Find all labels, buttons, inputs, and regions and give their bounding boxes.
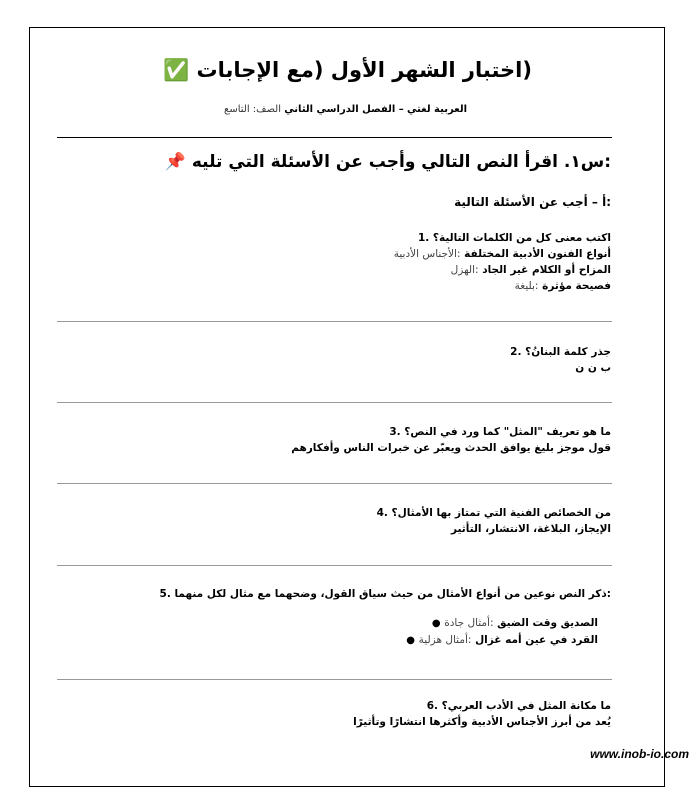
- answer-term: فصيحة مؤثرة: [542, 280, 611, 292]
- divider: [57, 402, 612, 403]
- section-a-heading: :أ – أجب عن الأسئلة التالية: [454, 195, 611, 209]
- answer-term: المزاح أو الكلام غير الجاد: [482, 264, 611, 276]
- answer-meaning: :الهزل: [450, 264, 479, 276]
- grade-label: الصف: التاسع: [224, 104, 281, 115]
- bullet-icon: ●: [406, 635, 415, 646]
- answer-6: يُعد من أبرز الأجناس الأدبية وأكثرها انتشارًا وتأثيرًا: [353, 716, 611, 728]
- answer-type: :أمثال جادة: [444, 617, 494, 629]
- question-3: ما هو تعريف "المثل" كما ورد في النص؟ .3: [389, 426, 611, 438]
- question-4: من الخصائص الفنية التي تمتاز بها الأمثال؟ .4: [376, 507, 611, 519]
- answer-3: قول موجز بليغ يوافق الحدث ويعبّر عن خبرات الناس وأفكارهم: [291, 442, 611, 454]
- answer-5-line-1: [422, 617, 598, 629]
- site-watermark: www.inob-io.com: [590, 747, 689, 761]
- divider: [57, 565, 612, 566]
- answer-term: أنواع الفنون الأدبية المختلفة: [464, 248, 611, 260]
- page-border: [29, 27, 665, 787]
- question-1: اكتب معنى كل من الكلمات التالية؟ .1: [417, 232, 611, 244]
- answer-1-line-3: [515, 280, 611, 292]
- answer-type: :أمثال هزلية: [418, 634, 472, 646]
- divider: [57, 483, 612, 484]
- term-label: – الفصل الدراسي الثاني: [284, 104, 404, 115]
- divider: [57, 137, 612, 138]
- subtitle-line: [224, 104, 467, 115]
- divider: [57, 679, 612, 680]
- answer-5-line-2: [396, 634, 598, 646]
- question-2: جذر كلمة البنانُ؟ .2: [510, 346, 611, 358]
- page-title: (اختبار الشهر الأول (مع الإجابات ✅: [163, 58, 532, 82]
- answer-2: ب ن ن: [575, 362, 611, 374]
- divider: [57, 321, 612, 322]
- answer-meaning: :الأجناس الأدبية: [393, 248, 461, 260]
- answer-1-line-2: [451, 264, 611, 276]
- question-5: :ذكر النص نوعين من أنواع الأمثال من حيث سياق القول، وضحهما مع مثال لكل منهما .5: [159, 588, 611, 600]
- answer-1-line-1: [394, 248, 611, 260]
- answer-4: الإيجاز، البلاغة، الانتشار، التأثير: [450, 523, 611, 535]
- answer-example: القرد في عين أمه غزال: [475, 634, 598, 646]
- bullet-icon: ●: [431, 618, 441, 629]
- main-question: :س١. اقرأ النص التالي وأجب عن الأسئلة التي تليه 📌: [164, 152, 611, 172]
- question-6: ما مكانة المثل في الأدب العربي؟ .6: [426, 700, 611, 712]
- answer-meaning: :بليغة: [514, 280, 539, 292]
- answer-example: الصديق وقت الضيق: [497, 617, 598, 629]
- subject-label: العربية لغتي: [406, 104, 467, 115]
